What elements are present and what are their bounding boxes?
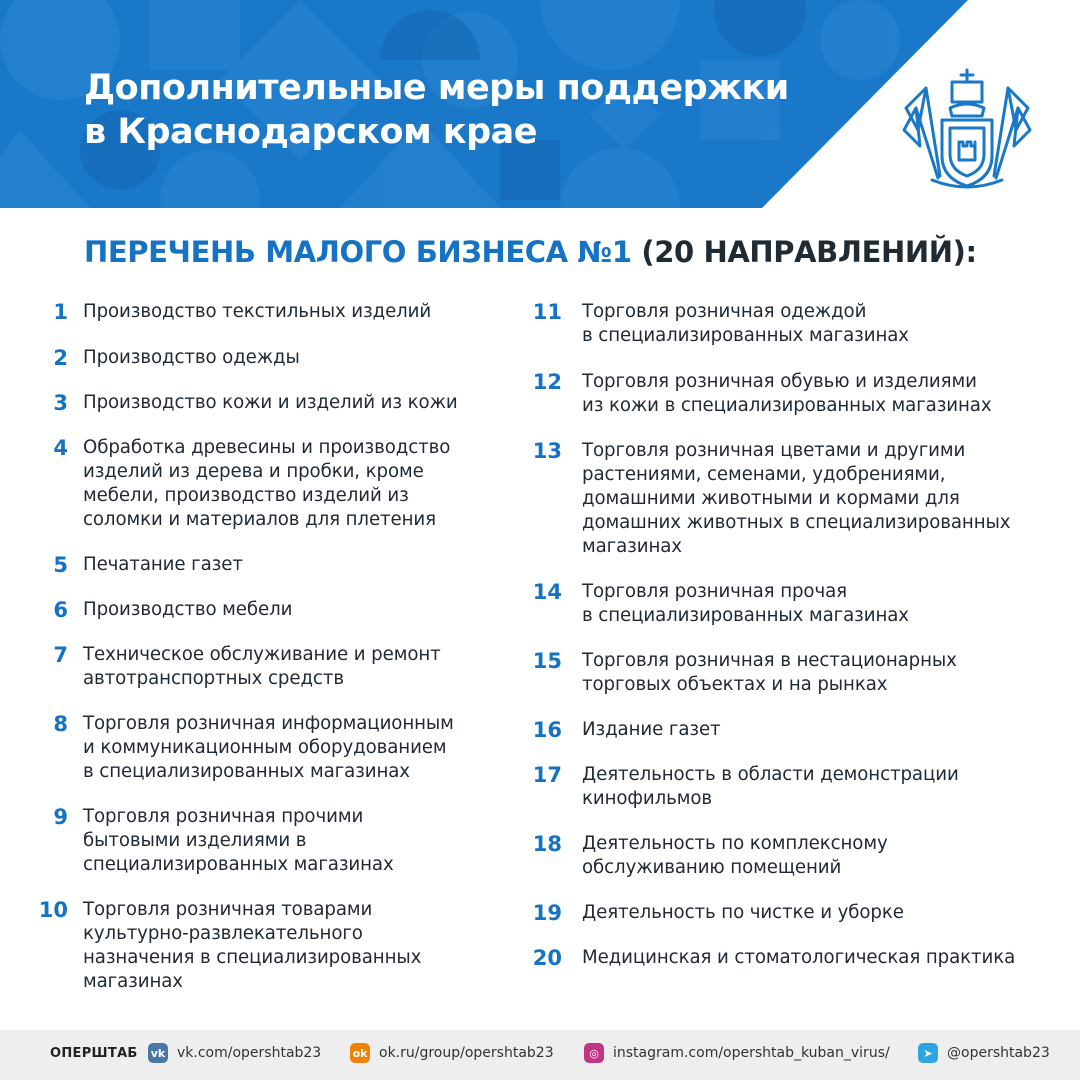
list-item-line: магазинах	[83, 971, 183, 992]
list-item-number: 8	[53, 712, 68, 736]
list-item-text	[83, 598, 292, 622]
list-item	[532, 439, 1010, 559]
list-item-line: культурно-развлекательного	[83, 923, 363, 944]
list-item-text	[83, 553, 243, 577]
footer-link-text: vk.com/opershtab23	[177, 1045, 322, 1061]
list-item-number: 10	[38, 898, 68, 922]
list-item-line: Деятельность по комплексному	[582, 833, 888, 854]
list-item-number: 12	[532, 370, 562, 394]
list-item-line: в специализированных магазинах	[582, 325, 909, 346]
list-item-number: 18	[532, 832, 562, 856]
list-item-line: Производство одежды	[83, 347, 300, 368]
list-item	[36, 391, 458, 415]
list-item-line: Деятельность по чистке и уборке	[582, 902, 904, 923]
list-item-text	[582, 901, 904, 925]
list-item-line: Производство текстильных изделий	[83, 301, 432, 322]
list-item	[36, 300, 431, 324]
list-item-number: 4	[53, 436, 68, 460]
list-item-text	[582, 370, 992, 418]
title-line-1: Дополнительные меры поддержки	[84, 68, 789, 108]
list-item-number: 7	[53, 643, 68, 667]
header-banner	[0, 0, 1080, 208]
list-item-text	[582, 946, 1015, 970]
list-item-number: 1	[53, 300, 68, 324]
list-item	[532, 580, 909, 628]
footer-link[interactable]	[148, 1043, 321, 1063]
list-item-line: мебели, производство изделий из	[83, 485, 409, 506]
footer	[0, 1030, 1080, 1080]
list-item-number: 17	[532, 763, 562, 787]
list-item-text	[582, 439, 1010, 559]
list-item	[36, 898, 421, 994]
list-item-line: Медицинская и стоматологическая практика	[582, 947, 1016, 968]
list-item	[532, 763, 959, 811]
list-item-text	[83, 300, 431, 324]
list-item-text	[83, 436, 450, 532]
list-item-text	[582, 763, 959, 811]
list-item	[36, 436, 450, 532]
list-item-number: 3	[53, 391, 68, 415]
list-item-text	[83, 391, 458, 415]
footer-link[interactable]	[918, 1043, 1050, 1063]
list-item-text	[582, 300, 909, 348]
footer-link[interactable]	[350, 1043, 554, 1063]
list-heading-main: ПЕРЕЧЕНЬ МАЛОГО БИЗНЕСА №1	[84, 235, 632, 269]
list-item-number: 14	[532, 580, 562, 604]
list-item	[532, 718, 721, 742]
list-item-line: домашних животных в специализированных	[582, 512, 1011, 533]
list-item-line: из кожи в специализированных магазинах	[582, 395, 992, 416]
list-item-text	[582, 649, 957, 697]
list-item-line: Производство кожи и изделий из кожи	[83, 392, 458, 413]
list-item-text	[582, 832, 888, 880]
telegram-icon: ➤	[918, 1043, 938, 1063]
list-item-number: 2	[53, 346, 68, 370]
list-item	[532, 946, 1015, 970]
list-item-line: кинофильмов	[582, 788, 713, 809]
list-item	[532, 832, 888, 880]
list-item-line: Торговля розничная прочая	[582, 581, 847, 602]
list-item-line: соломки и материалов для плетения	[83, 509, 436, 530]
list-item-line: в специализированных магазинах	[582, 605, 909, 626]
list-item-number: 15	[532, 649, 562, 673]
list-item-line: Производство мебели	[83, 599, 293, 620]
list-item-line: Торговля розничная в нестационарных	[582, 650, 957, 671]
list-item-text	[83, 898, 421, 994]
list-item	[36, 805, 394, 877]
list-item	[36, 598, 292, 622]
vk-icon: vk	[148, 1043, 168, 1063]
list-item-text	[582, 718, 721, 742]
list-item-line: торговых объектах и на рынках	[582, 674, 888, 695]
title-line-2: в Краснодарском крае	[84, 112, 538, 152]
list-item-line: Техническое обслуживание и ремонт	[83, 644, 441, 665]
footer-link-text: instagram.com/opershtab_kuban_virus/	[613, 1045, 890, 1061]
list-item-line: Торговля розничная прочими	[83, 806, 364, 827]
list-item-line: изделий из дерева и пробки, кроме	[83, 461, 424, 482]
list-item	[532, 901, 904, 925]
footer-brand: ОПЕРШТАБ	[50, 1046, 138, 1061]
list-item-line: домашними животными и кормами для	[582, 488, 960, 509]
list-item	[532, 370, 992, 418]
list-item	[36, 643, 441, 691]
list-item-line: Торговля розничная одеждой	[582, 301, 867, 322]
list-item	[532, 300, 909, 348]
list-item-number: 16	[532, 718, 562, 742]
odnoklassniki-icon: ok	[350, 1043, 370, 1063]
list-item-line: Торговля розничная информационным	[83, 713, 454, 734]
list-item-number: 9	[53, 805, 68, 829]
list-item-number: 19	[532, 901, 562, 925]
list-item-line: в специализированных магазинах	[83, 761, 410, 782]
footer-link-text: ok.ru/group/opershtab23	[379, 1045, 554, 1061]
list-item-text	[83, 346, 300, 370]
krasnodar-coat-of-arms-icon	[902, 68, 1034, 192]
list-item-line: и коммуникационным оборудованием	[83, 737, 447, 758]
list-item-line: Обработка древесины и производство	[83, 437, 451, 458]
list-item	[532, 649, 957, 697]
list-item-line: магазинах	[582, 536, 682, 557]
list-item-text	[83, 643, 441, 691]
list-item-number: 6	[53, 598, 68, 622]
list-item	[36, 712, 454, 784]
list-item-line: растениями, семенами, удобрениями,	[582, 464, 946, 485]
list-item-number: 11	[532, 300, 562, 324]
list-item-line: Торговля розничная обувью и изделиями	[582, 371, 977, 392]
instagram-icon: ◎	[584, 1043, 604, 1063]
list-heading-count: (20 НАПРАВЛЕНИЙ):	[631, 235, 977, 269]
list-item-line: Торговля розничная товарами	[83, 899, 373, 920]
list-item-line: специализированных магазинах	[83, 854, 394, 875]
list-item-number: 5	[53, 553, 68, 577]
list-item-number: 13	[532, 439, 562, 463]
list-heading	[84, 232, 1044, 272]
page-title	[84, 66, 844, 154]
list-item-text	[83, 805, 394, 877]
list-item-number: 20	[532, 946, 562, 970]
footer-link-text: @opershtab23	[947, 1045, 1050, 1061]
list-item-line: Деятельность в области демонстрации	[582, 764, 959, 785]
list-item	[36, 553, 243, 577]
list-item-line: обслуживанию помещений	[582, 857, 842, 878]
list-item-line: назначения в специализированных	[83, 947, 422, 968]
list-item-line: бытовыми изделиями в	[83, 830, 307, 851]
list-item-line: Торговля розничная цветами и другими	[582, 440, 966, 461]
list-item	[36, 346, 300, 370]
list-item-line: Печатание газет	[83, 554, 243, 575]
footer-link[interactable]	[584, 1043, 890, 1063]
list-item-text	[582, 580, 909, 628]
list-item-text	[83, 712, 454, 784]
list-item-line: автотранспортных средств	[83, 668, 344, 689]
list-item-line: Издание газет	[582, 719, 721, 740]
